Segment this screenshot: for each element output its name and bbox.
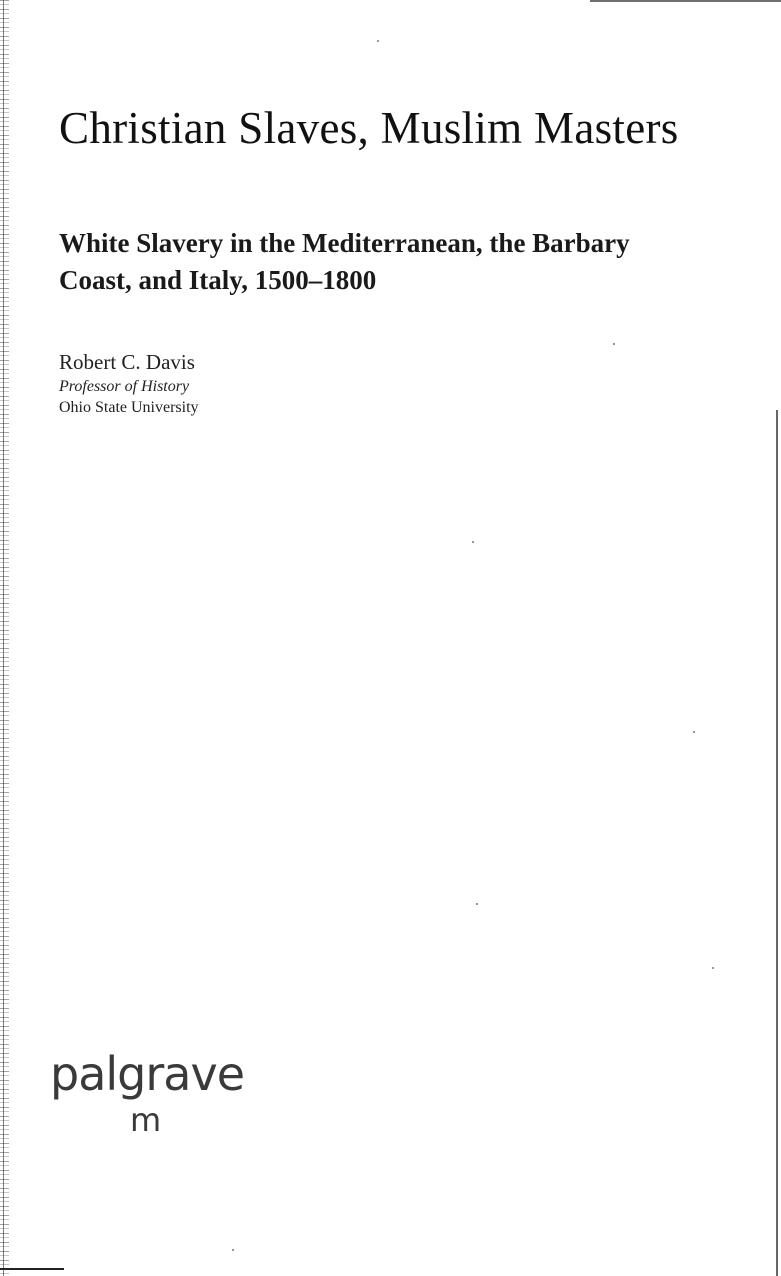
scan-speck bbox=[377, 40, 379, 42]
scan-speck bbox=[712, 967, 714, 969]
scan-edge-line bbox=[3, 0, 4, 1276]
author-name: Robert C. Davis bbox=[59, 350, 195, 374]
scan-speck bbox=[693, 731, 695, 733]
scan-edge-right bbox=[776, 410, 778, 1276]
scan-edge-bottom bbox=[0, 1268, 64, 1270]
publisher-logo-word: palgrave bbox=[50, 1047, 244, 1101]
scan-speck bbox=[472, 541, 474, 543]
scan-edge-left bbox=[0, 0, 9, 1276]
publisher-logo bbox=[50, 1046, 250, 1146]
book-subtitle: White Slavery in the Mediterranean, the Barbary Coast, and Italy, 1500–1800 bbox=[59, 228, 630, 295]
scan-edge-top bbox=[590, 0, 781, 2]
scan-speck bbox=[232, 1249, 234, 1251]
scan-speck bbox=[613, 343, 615, 345]
book-title: Christian Slaves, Muslim Masters bbox=[59, 103, 679, 153]
publisher-logo-mark: m bbox=[130, 1101, 162, 1139]
author-role: Professor of History bbox=[59, 378, 190, 395]
scan-speck bbox=[476, 903, 478, 905]
author-affiliation: Ohio State University bbox=[59, 399, 199, 416]
